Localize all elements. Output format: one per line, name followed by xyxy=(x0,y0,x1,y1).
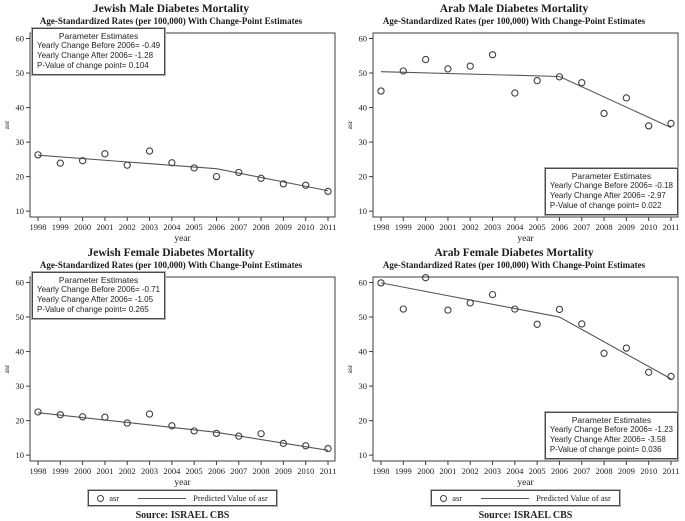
circle-marker-icon xyxy=(440,495,447,502)
svg-text:2010: 2010 xyxy=(640,222,658,232)
svg-text:20: 20 xyxy=(15,415,24,426)
svg-text:1999: 1999 xyxy=(51,222,69,232)
svg-text:30: 30 xyxy=(15,381,24,392)
svg-text:2009: 2009 xyxy=(274,222,292,232)
svg-text:1999: 1999 xyxy=(51,466,69,476)
param-box-title: Parameter Estimates xyxy=(58,275,139,285)
svg-text:20: 20 xyxy=(358,415,367,426)
chart-subtitle: Age-Standardized Rates (per 100,000) With Change-Point Estimates xyxy=(382,16,646,26)
svg-text:year: year xyxy=(174,234,191,244)
svg-text:30: 30 xyxy=(358,137,367,148)
chart-subtitle: Age-Standardized Rates (per 100,000) With Change-Point Estimates xyxy=(39,16,303,26)
chart-title: Jewish Female Diabetes Mortality xyxy=(87,247,255,259)
param-box-title: Parameter Estimates xyxy=(571,171,652,181)
svg-text:2006: 2006 xyxy=(207,222,225,232)
legend-row xyxy=(30,490,335,506)
svg-text:2011: 2011 xyxy=(662,222,680,232)
svg-text:2003: 2003 xyxy=(484,222,502,232)
bottom-row xyxy=(0,244,685,521)
line-sample-icon xyxy=(138,498,186,499)
circle-marker-icon xyxy=(97,495,104,502)
param-line: P-Value of change point= 0.036 xyxy=(549,445,662,454)
chart-title: Jewish Male Diabetes Mortality xyxy=(92,3,250,15)
panel-arab-female xyxy=(343,244,685,521)
svg-text:50: 50 xyxy=(358,68,367,79)
svg-text:2010: 2010 xyxy=(297,222,315,232)
svg-text:2001: 2001 xyxy=(96,222,114,232)
svg-text:40: 40 xyxy=(358,102,367,113)
svg-text:2003: 2003 xyxy=(141,466,159,476)
param-line: P-Value of change point= 0.022 xyxy=(549,201,662,210)
svg-text:50: 50 xyxy=(15,312,24,323)
param-line: Yearly Change Before 2006= -1.23 xyxy=(549,425,673,434)
source-label: Source: ISRAEL CBS xyxy=(478,510,573,521)
svg-text:1998: 1998 xyxy=(372,222,390,232)
legend-row xyxy=(373,490,678,506)
svg-text:10: 10 xyxy=(358,450,367,461)
param-line: Yearly Change Before 2006= -0.71 xyxy=(37,285,161,294)
plot-area xyxy=(343,271,685,489)
svg-text:2003: 2003 xyxy=(484,466,502,476)
svg-text:2004: 2004 xyxy=(506,466,524,476)
svg-text:2011: 2011 xyxy=(319,466,337,476)
svg-text:40: 40 xyxy=(15,102,24,113)
chart-subtitle: Age-Standardized Rates (per 100,000) With Change-Point Estimates xyxy=(382,260,646,270)
svg-text:10: 10 xyxy=(15,450,24,461)
svg-text:2011: 2011 xyxy=(662,466,680,476)
svg-text:40: 40 xyxy=(15,346,24,357)
svg-text:2009: 2009 xyxy=(274,466,292,476)
param-line: Yearly Change After 2006= -3.58 xyxy=(549,435,666,444)
svg-text:2008: 2008 xyxy=(595,466,613,476)
param-line: Yearly Change After 2006= -2.97 xyxy=(549,191,666,200)
plot-area xyxy=(343,27,685,245)
svg-text:2000: 2000 xyxy=(74,466,92,476)
svg-text:20: 20 xyxy=(358,171,367,182)
chart-subtitle: Age-Standardized Rates (per 100,000) With Change-Point Estimates xyxy=(39,260,303,270)
svg-text:year: year xyxy=(517,234,534,244)
svg-text:2000: 2000 xyxy=(74,222,92,232)
svg-text:2001: 2001 xyxy=(439,222,457,232)
svg-text:2006: 2006 xyxy=(550,466,568,476)
svg-text:2005: 2005 xyxy=(185,466,203,476)
svg-text:60: 60 xyxy=(15,277,24,288)
svg-text:60: 60 xyxy=(358,277,367,288)
svg-text:30: 30 xyxy=(358,381,367,392)
plot-area xyxy=(0,271,342,489)
top-row xyxy=(0,0,685,244)
svg-text:2004: 2004 xyxy=(163,222,181,232)
svg-text:year: year xyxy=(174,478,191,488)
svg-text:10: 10 xyxy=(15,206,24,217)
svg-text:2002: 2002 xyxy=(118,222,136,232)
svg-text:asr: asr xyxy=(345,364,354,374)
chart-title: Arab Male Diabetes Mortality xyxy=(439,3,589,15)
svg-text:2008: 2008 xyxy=(252,222,270,232)
svg-text:2007: 2007 xyxy=(573,466,591,476)
source-label: Source: ISRAEL CBS xyxy=(135,510,230,521)
param-box-title: Parameter Estimates xyxy=(58,31,139,41)
param-line: Yearly Change Before 2006= -0.18 xyxy=(549,181,673,190)
svg-text:2004: 2004 xyxy=(506,222,524,232)
svg-text:1998: 1998 xyxy=(372,466,390,476)
param-line: P-Value of change point= 0.104 xyxy=(37,61,149,70)
svg-text:2007: 2007 xyxy=(573,222,591,232)
param-line: P-Value of change point= 0.265 xyxy=(37,305,149,314)
plot-area xyxy=(0,27,342,245)
svg-text:year: year xyxy=(517,478,534,488)
legend-marker-label: asr xyxy=(109,493,120,503)
svg-text:2009: 2009 xyxy=(617,222,635,232)
legend-line-label: Predicted Value of asr xyxy=(193,493,268,503)
svg-text:2003: 2003 xyxy=(141,222,159,232)
svg-text:2007: 2007 xyxy=(230,466,248,476)
svg-text:2002: 2002 xyxy=(461,222,479,232)
svg-text:2009: 2009 xyxy=(617,466,635,476)
panel-arab-male xyxy=(343,0,685,244)
svg-text:2008: 2008 xyxy=(252,466,270,476)
svg-text:asr: asr xyxy=(2,364,11,374)
svg-text:asr: asr xyxy=(2,120,11,130)
svg-text:2010: 2010 xyxy=(640,466,658,476)
svg-text:2006: 2006 xyxy=(550,222,568,232)
legend-line-label: Predicted Value of asr xyxy=(536,493,611,503)
svg-text:2002: 2002 xyxy=(461,466,479,476)
svg-text:20: 20 xyxy=(15,171,24,182)
svg-text:10: 10 xyxy=(358,206,367,217)
parameter-estimates-box xyxy=(545,412,678,459)
svg-text:1998: 1998 xyxy=(29,466,47,476)
param-line: Yearly Change After 2006= -1.05 xyxy=(37,295,154,304)
svg-text:2011: 2011 xyxy=(319,222,337,232)
panel-jewish-male xyxy=(0,0,342,244)
legend-marker-label: asr xyxy=(452,493,463,503)
parameter-estimates-box xyxy=(32,272,165,319)
chart-title: Arab Female Diabetes Mortality xyxy=(434,247,594,259)
svg-text:2000: 2000 xyxy=(417,222,435,232)
svg-text:60: 60 xyxy=(358,33,367,44)
svg-text:2004: 2004 xyxy=(163,466,181,476)
legend xyxy=(431,490,620,506)
svg-text:30: 30 xyxy=(15,137,24,148)
param-line: Yearly Change After 2006= -1.28 xyxy=(37,51,154,60)
svg-text:2005: 2005 xyxy=(185,222,203,232)
parameter-estimates-box xyxy=(32,28,165,75)
svg-text:2006: 2006 xyxy=(207,466,225,476)
svg-text:2001: 2001 xyxy=(96,466,114,476)
svg-text:1998: 1998 xyxy=(29,222,47,232)
svg-text:2007: 2007 xyxy=(230,222,248,232)
svg-text:2005: 2005 xyxy=(528,222,546,232)
legend xyxy=(88,490,277,506)
param-line: Yearly Change Before 2006= -0.49 xyxy=(37,41,161,50)
svg-text:50: 50 xyxy=(15,68,24,79)
line-sample-icon xyxy=(481,498,529,499)
svg-text:2000: 2000 xyxy=(417,466,435,476)
panel-jewish-female xyxy=(0,244,342,521)
svg-text:60: 60 xyxy=(15,33,24,44)
svg-text:2008: 2008 xyxy=(595,222,613,232)
param-box-title: Parameter Estimates xyxy=(571,415,652,425)
parameter-estimates-box xyxy=(545,168,678,215)
svg-text:50: 50 xyxy=(358,312,367,323)
svg-text:1999: 1999 xyxy=(394,466,412,476)
svg-text:40: 40 xyxy=(358,346,367,357)
svg-text:2010: 2010 xyxy=(297,466,315,476)
svg-text:asr: asr xyxy=(345,120,354,130)
svg-text:2005: 2005 xyxy=(528,466,546,476)
svg-text:2002: 2002 xyxy=(118,466,136,476)
svg-text:1999: 1999 xyxy=(394,222,412,232)
svg-text:2001: 2001 xyxy=(439,466,457,476)
